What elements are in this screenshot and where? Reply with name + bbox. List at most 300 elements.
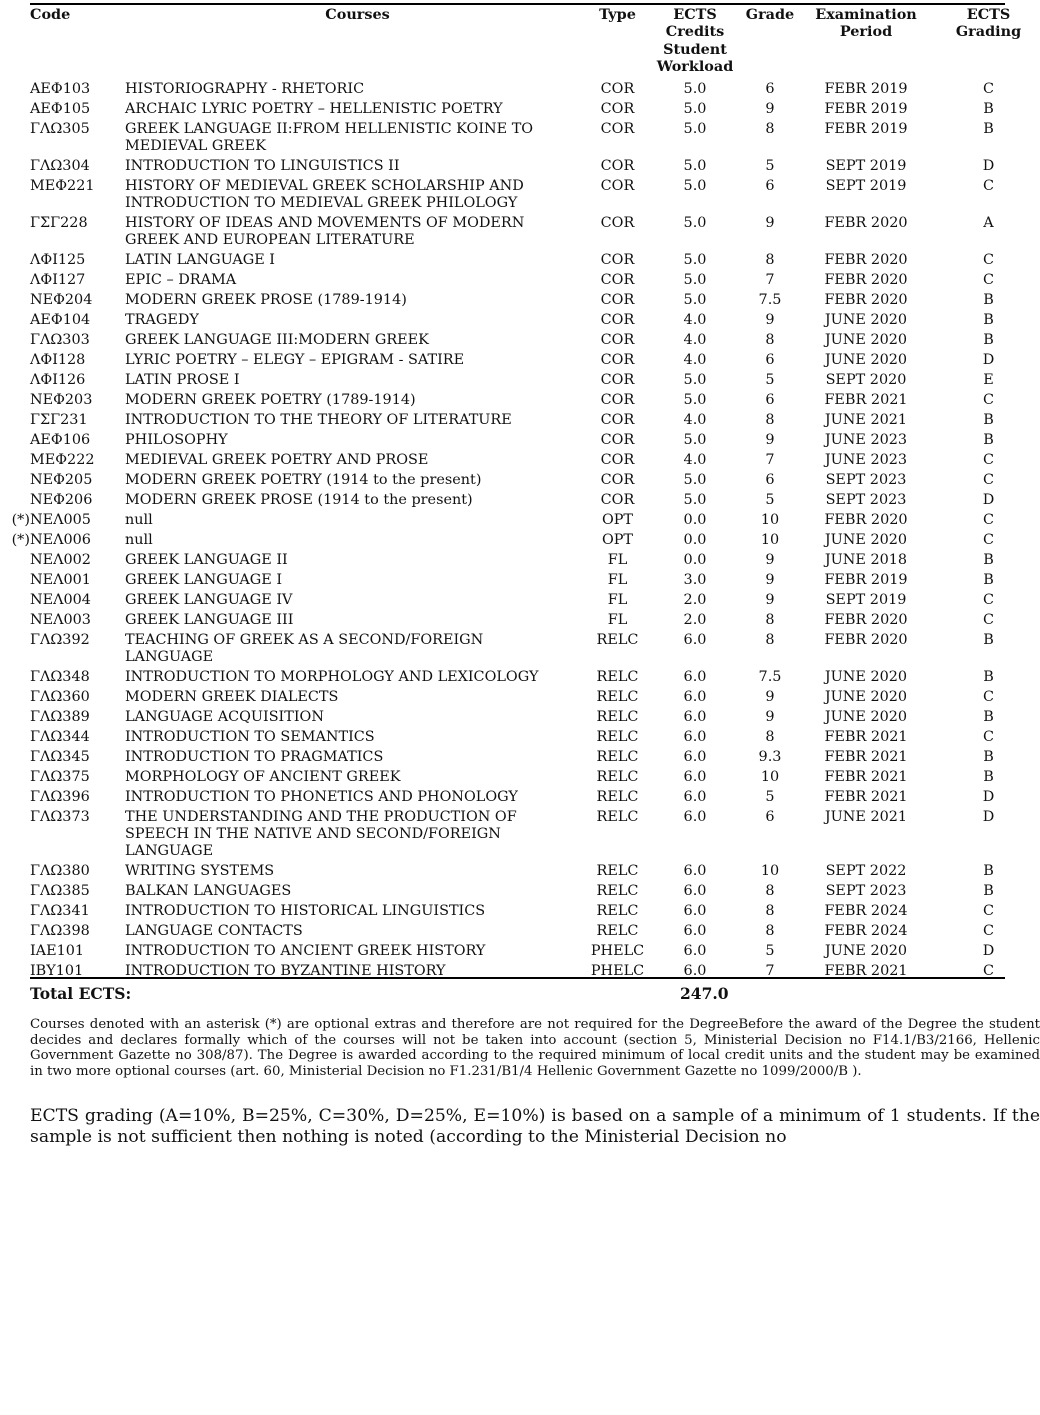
course-ects: 0.0 bbox=[683, 512, 707, 528]
course-code-cell bbox=[0, 291, 125, 311]
course-type: RELC bbox=[596, 789, 639, 805]
table-row bbox=[0, 371, 1040, 391]
course-code-cell bbox=[0, 611, 125, 631]
table-row bbox=[0, 728, 1040, 748]
course-exam-period: JUNE 2020 bbox=[824, 669, 908, 685]
course-exam-period: SEPT 2019 bbox=[825, 178, 907, 194]
table-row bbox=[0, 611, 1040, 631]
table-row bbox=[0, 311, 1040, 331]
course-exam-period: FEBR 2020 bbox=[824, 512, 908, 528]
course-ects: 6.0 bbox=[683, 943, 707, 959]
courses-table bbox=[0, 6, 1040, 982]
course-type: COR bbox=[600, 292, 635, 308]
course-ects: 5.0 bbox=[683, 272, 707, 288]
course-ects: 5.0 bbox=[683, 178, 707, 194]
course-type: RELC bbox=[596, 903, 639, 919]
course-code: ΓΛΩ360 bbox=[30, 689, 90, 705]
course-code-cell bbox=[0, 511, 125, 531]
table-row bbox=[0, 962, 1040, 982]
course-grade: 8 bbox=[765, 252, 775, 268]
course-grade: 9 bbox=[765, 312, 775, 328]
course-code: ΓΣΓ228 bbox=[30, 215, 88, 231]
course-code-cell bbox=[0, 371, 125, 391]
course-type: COR bbox=[600, 81, 635, 97]
course-title: GREEK LANGUAGE I bbox=[125, 572, 283, 588]
course-title: ARCHAIC LYRIC POETRY – HELLENISTIC POETRY bbox=[125, 101, 503, 117]
course-exam-period: SEPT 2023 bbox=[825, 492, 907, 508]
optional-asterisk-mark: (*) bbox=[11, 532, 30, 548]
course-grade: 9 bbox=[765, 432, 775, 448]
course-type: COR bbox=[600, 472, 635, 488]
course-code: ΓΣΓ231 bbox=[30, 412, 88, 428]
course-title: MORPHOLOGY OF ANCIENT GREEK bbox=[125, 769, 401, 785]
course-code-cell bbox=[0, 922, 125, 942]
course-code-cell bbox=[0, 451, 125, 471]
course-ects: 5.0 bbox=[683, 121, 707, 137]
total-ects-label: Total ECTS: bbox=[30, 984, 132, 1003]
course-ects-grade: B bbox=[983, 709, 994, 725]
course-exam-period: FEBR 2019 bbox=[824, 572, 908, 588]
course-ects: 4.0 bbox=[683, 332, 707, 348]
course-type: PHELC bbox=[590, 963, 645, 979]
course-grade: 10 bbox=[760, 769, 780, 785]
course-code-cell bbox=[0, 331, 125, 351]
course-code-cell bbox=[0, 411, 125, 431]
course-exam-period: FEBR 2019 bbox=[824, 81, 908, 97]
course-exam-period: JUNE 2020 bbox=[824, 352, 908, 368]
course-type: COR bbox=[600, 332, 635, 348]
course-grade: 9 bbox=[765, 101, 775, 117]
table-row bbox=[0, 291, 1040, 311]
course-grade: 7 bbox=[765, 963, 775, 979]
course-grade: 7 bbox=[765, 272, 775, 288]
course-ects: 5.0 bbox=[683, 432, 707, 448]
table-header-row bbox=[0, 6, 1040, 80]
course-grade: 8 bbox=[765, 121, 775, 137]
course-code-cell bbox=[0, 808, 125, 862]
course-ects: 6.0 bbox=[683, 809, 707, 825]
course-title: LATIN LANGUAGE I bbox=[125, 252, 275, 268]
course-code-cell bbox=[0, 251, 125, 271]
course-grade: 9 bbox=[765, 215, 775, 231]
table-row bbox=[0, 862, 1040, 882]
header-ects-grading: ECTS Grading bbox=[955, 6, 1022, 41]
course-grade: 8 bbox=[765, 412, 775, 428]
course-code-cell bbox=[0, 668, 125, 688]
course-ects: 4.0 bbox=[683, 312, 707, 328]
course-title: HISTORY OF IDEAS AND MOVEMENTS OF MODERN GREEK AND EUROPEAN LITERATURE bbox=[125, 215, 525, 248]
course-type: PHELC bbox=[590, 943, 645, 959]
course-ects-grade: B bbox=[983, 749, 994, 765]
course-grade: 5 bbox=[765, 158, 775, 174]
course-rows bbox=[0, 80, 1040, 982]
course-code-cell bbox=[0, 882, 125, 902]
course-exam-period: FEBR 2024 bbox=[824, 903, 908, 919]
course-grade: 9 bbox=[765, 709, 775, 725]
course-ects: 5.0 bbox=[683, 372, 707, 388]
course-ects: 6.0 bbox=[683, 903, 707, 919]
course-exam-period: SEPT 2023 bbox=[825, 883, 907, 899]
course-exam-period: SEPT 2023 bbox=[825, 472, 907, 488]
course-ects: 6.0 bbox=[683, 749, 707, 765]
course-ects-grade: C bbox=[982, 512, 994, 528]
header-grade: Grade bbox=[745, 6, 795, 23]
course-code-cell bbox=[0, 531, 125, 551]
course-exam-period: SEPT 2022 bbox=[825, 863, 907, 879]
course-ects: 6.0 bbox=[683, 769, 707, 785]
course-exam-period: FEBR 2021 bbox=[824, 963, 908, 979]
course-title: BALKAN LANGUAGES bbox=[125, 883, 292, 899]
course-code: ΜΕΦ222 bbox=[30, 452, 95, 468]
course-exam-period: FEBR 2020 bbox=[824, 215, 908, 231]
course-code-cell bbox=[0, 157, 125, 177]
table-row bbox=[0, 748, 1040, 768]
course-ects: 5.0 bbox=[683, 472, 707, 488]
course-ects: 0.0 bbox=[683, 552, 707, 568]
course-code: ΛΦΙ127 bbox=[30, 272, 86, 288]
course-title: null bbox=[125, 532, 153, 548]
course-ects: 6.0 bbox=[683, 689, 707, 705]
table-row bbox=[0, 391, 1040, 411]
course-code: ΓΛΩ344 bbox=[30, 729, 90, 745]
course-grade: 8 bbox=[765, 612, 775, 628]
course-ects: 4.0 bbox=[683, 452, 707, 468]
course-type: COR bbox=[600, 372, 635, 388]
course-title: GREEK LANGUAGE IV bbox=[125, 592, 293, 608]
course-type: RELC bbox=[596, 689, 639, 705]
course-type: COR bbox=[600, 412, 635, 428]
course-ects-grade: C bbox=[982, 272, 994, 288]
table-row bbox=[0, 531, 1040, 551]
course-grade: 6 bbox=[765, 352, 775, 368]
course-ects-grade: B bbox=[983, 412, 994, 428]
course-title: LANGUAGE CONTACTS bbox=[125, 923, 303, 939]
course-ects-grade: C bbox=[982, 452, 994, 468]
course-ects: 5.0 bbox=[683, 81, 707, 97]
course-ects-grade: C bbox=[982, 252, 994, 268]
course-exam-period: JUNE 2023 bbox=[824, 432, 908, 448]
course-type: RELC bbox=[596, 632, 639, 648]
course-code-cell bbox=[0, 120, 125, 157]
table-row bbox=[0, 491, 1040, 511]
course-code: ΑΕΦ104 bbox=[30, 312, 91, 328]
course-code: ΓΛΩ380 bbox=[30, 863, 90, 879]
course-title: LATIN PROSE I bbox=[125, 372, 240, 388]
course-type: COR bbox=[600, 392, 635, 408]
course-ects: 5.0 bbox=[683, 292, 707, 308]
course-type: RELC bbox=[596, 749, 639, 765]
course-code: ΑΕΦ106 bbox=[30, 432, 91, 448]
course-grade: 9 bbox=[765, 592, 775, 608]
course-grade: 10 bbox=[760, 512, 780, 528]
course-ects: 6.0 bbox=[683, 963, 707, 979]
course-ects-grade: A bbox=[983, 215, 994, 231]
course-code-cell bbox=[0, 571, 125, 591]
course-ects: 6.0 bbox=[683, 729, 707, 745]
course-ects-grade: C bbox=[982, 392, 994, 408]
course-grade: 5 bbox=[765, 943, 775, 959]
course-exam-period: SEPT 2019 bbox=[825, 158, 907, 174]
course-title: LYRIC POETRY – ELEGY – EPIGRAM - SATIRE bbox=[125, 352, 465, 368]
course-title: LANGUAGE ACQUISITION bbox=[125, 709, 324, 725]
course-grade: 8 bbox=[765, 332, 775, 348]
course-code-cell bbox=[0, 688, 125, 708]
course-exam-period: FEBR 2020 bbox=[824, 612, 908, 628]
course-grade: 6 bbox=[765, 472, 775, 488]
course-code: ΝΕΦ206 bbox=[30, 492, 93, 508]
total-ects-row bbox=[30, 984, 1005, 1006]
course-exam-period: JUNE 2018 bbox=[824, 552, 908, 568]
table-row bbox=[0, 591, 1040, 611]
course-type: FL bbox=[607, 552, 628, 568]
course-code-cell bbox=[0, 768, 125, 788]
course-grade: 9 bbox=[765, 689, 775, 705]
table-row bbox=[0, 120, 1040, 157]
total-ects-value: 247.0 bbox=[680, 984, 729, 1003]
course-code: ΛΦΙ125 bbox=[30, 252, 86, 268]
course-type: COR bbox=[600, 215, 635, 231]
course-exam-period: FEBR 2020 bbox=[824, 292, 908, 308]
course-code: ΝΕΛ003 bbox=[30, 612, 91, 628]
course-grade: 8 bbox=[765, 632, 775, 648]
course-grade: 5 bbox=[765, 492, 775, 508]
course-grade: 10 bbox=[760, 863, 780, 879]
course-type: RELC bbox=[596, 923, 639, 939]
course-code-cell bbox=[0, 271, 125, 291]
course-ects: 6.0 bbox=[683, 789, 707, 805]
table-row bbox=[0, 411, 1040, 431]
course-ects: 2.0 bbox=[683, 592, 707, 608]
course-grade: 7.5 bbox=[758, 292, 782, 308]
course-code: ΓΛΩ303 bbox=[30, 332, 90, 348]
course-code: ΝΕΦ205 bbox=[30, 472, 93, 488]
course-code: ΝΕΛ006 bbox=[30, 532, 91, 548]
course-code-cell bbox=[0, 748, 125, 768]
header-ects-credits: ECTS Credits Student Workload bbox=[656, 6, 734, 76]
course-code: ΓΛΩ348 bbox=[30, 669, 90, 685]
course-code: ΝΕΛ004 bbox=[30, 592, 91, 608]
course-grade: 6 bbox=[765, 178, 775, 194]
course-type: COR bbox=[600, 158, 635, 174]
course-type: OPT bbox=[601, 512, 634, 528]
course-code: ΛΦΙ128 bbox=[30, 352, 86, 368]
course-grade: 9.3 bbox=[758, 749, 782, 765]
course-title: MODERN GREEK POETRY (1914 to the present) bbox=[125, 472, 482, 488]
course-exam-period: FEBR 2020 bbox=[824, 632, 908, 648]
course-ects-grade: D bbox=[982, 789, 995, 805]
course-type: COR bbox=[600, 252, 635, 268]
course-code: ΓΛΩ389 bbox=[30, 709, 90, 725]
course-code-cell bbox=[0, 962, 125, 982]
course-exam-period: SEPT 2019 bbox=[825, 592, 907, 608]
course-grade: 7.5 bbox=[758, 669, 782, 685]
course-ects-grade: D bbox=[982, 352, 995, 368]
course-title: INTRODUCTION TO SEMANTICS bbox=[125, 729, 375, 745]
course-code: ΓΛΩ392 bbox=[30, 632, 90, 648]
course-code-cell bbox=[0, 631, 125, 668]
course-code-cell bbox=[0, 471, 125, 491]
course-grade: 8 bbox=[765, 883, 775, 899]
course-exam-period: FEBR 2019 bbox=[824, 121, 908, 137]
course-type: RELC bbox=[596, 883, 639, 899]
course-grade: 8 bbox=[765, 729, 775, 745]
table-row bbox=[0, 331, 1040, 351]
course-title: GREEK LANGUAGE III:MODERN GREEK bbox=[125, 332, 429, 348]
course-exam-period: SEPT 2020 bbox=[825, 372, 907, 388]
course-code: ΜΕΦ221 bbox=[30, 178, 95, 194]
course-code-cell bbox=[0, 788, 125, 808]
course-ects-grade: E bbox=[983, 372, 994, 388]
table-row bbox=[0, 902, 1040, 922]
course-code: ΓΛΩ345 bbox=[30, 749, 90, 765]
course-type: COR bbox=[600, 272, 635, 288]
course-exam-period: FEBR 2021 bbox=[824, 769, 908, 785]
course-title: INTRODUCTION TO LINGUISTICS II bbox=[125, 158, 400, 174]
course-title: GREEK LANGUAGE II:FROM HELLENISTIC KOINE TO MEDIEVAL GREEK bbox=[125, 121, 534, 154]
course-exam-period: JUNE 2020 bbox=[824, 332, 908, 348]
course-ects-grade: B bbox=[983, 312, 994, 328]
course-ects: 6.0 bbox=[683, 669, 707, 685]
course-ects-grade: B bbox=[983, 632, 994, 648]
course-grade: 5 bbox=[765, 372, 775, 388]
course-title: HISTORY OF MEDIEVAL GREEK SCHOLARSHIP AND INTRODUCTION TO MEDIEVAL GREEK PHILOLOGY bbox=[125, 178, 524, 211]
course-exam-period: JUNE 2021 bbox=[824, 809, 908, 825]
course-title: TEACHING OF GREEK AS A SECOND/FOREIGN LANGUAGE bbox=[125, 632, 484, 665]
course-code: ΓΛΩ385 bbox=[30, 883, 90, 899]
course-exam-period: FEBR 2020 bbox=[824, 272, 908, 288]
course-ects: 5.0 bbox=[683, 252, 707, 268]
course-exam-period: JUNE 2020 bbox=[824, 532, 908, 548]
course-grade: 8 bbox=[765, 903, 775, 919]
course-exam-period: FEBR 2024 bbox=[824, 923, 908, 939]
course-code-cell bbox=[0, 80, 125, 100]
course-ects: 5.0 bbox=[683, 392, 707, 408]
course-grade: 9 bbox=[765, 552, 775, 568]
course-code: ΙΒΥ101 bbox=[30, 963, 84, 979]
course-grade: 6 bbox=[765, 809, 775, 825]
course-exam-period: JUNE 2023 bbox=[824, 452, 908, 468]
header-code: Code bbox=[30, 6, 71, 23]
course-exam-period: JUNE 2020 bbox=[824, 943, 908, 959]
course-exam-period: JUNE 2020 bbox=[824, 312, 908, 328]
course-ects-grade: B bbox=[983, 332, 994, 348]
course-code: ΝΕΛ005 bbox=[30, 512, 91, 528]
ects-grading-note: ECTS grading (A=10%, B=25%, C=30%, D=25%, E=10%) is based on a sample of a minimum of 1 students. If the sample is not sufficient then nothing is noted (according to the Ministerial Decision no bbox=[30, 1106, 1040, 1147]
course-exam-period: JUNE 2020 bbox=[824, 689, 908, 705]
header-type: Type bbox=[599, 6, 636, 23]
course-code-cell bbox=[0, 491, 125, 511]
course-title: INTRODUCTION TO HISTORICAL LINGUISTICS bbox=[125, 903, 486, 919]
course-code: ΛΦΙ126 bbox=[30, 372, 86, 388]
course-code-cell bbox=[0, 311, 125, 331]
course-type: RELC bbox=[596, 729, 639, 745]
course-ects-grade: B bbox=[983, 863, 994, 879]
table-row bbox=[0, 922, 1040, 942]
course-title: GREEK LANGUAGE II bbox=[125, 552, 288, 568]
course-title: THE UNDERSTANDING AND THE PRODUCTION OF SPEECH IN THE NATIVE AND SECOND/FOREIGN LANGUAGE bbox=[125, 809, 517, 859]
course-code: ΑΕΦ105 bbox=[30, 101, 91, 117]
course-ects-grade: B bbox=[983, 101, 994, 117]
course-ects-grade: C bbox=[982, 472, 994, 488]
table-row bbox=[0, 80, 1040, 100]
course-exam-period: FEBR 2021 bbox=[824, 729, 908, 745]
course-code: ΓΛΩ396 bbox=[30, 789, 90, 805]
course-code: ΝΕΛ002 bbox=[30, 552, 91, 568]
table-row bbox=[0, 708, 1040, 728]
header-exam-period: Examination Period bbox=[815, 6, 917, 41]
table-row bbox=[0, 271, 1040, 291]
course-exam-period: JUNE 2020 bbox=[824, 709, 908, 725]
course-code: ΝΕΛ001 bbox=[30, 572, 91, 588]
course-exam-period: FEBR 2021 bbox=[824, 789, 908, 805]
course-ects-grade: C bbox=[982, 963, 994, 979]
optional-asterisk-mark: (*) bbox=[11, 512, 30, 528]
course-ects: 5.0 bbox=[683, 215, 707, 231]
course-code: ΝΕΦ204 bbox=[30, 292, 93, 308]
course-ects: 6.0 bbox=[683, 923, 707, 939]
course-title: WRITING SYSTEMS bbox=[125, 863, 275, 879]
course-title: MODERN GREEK DIALECTS bbox=[125, 689, 339, 705]
table-row bbox=[0, 768, 1040, 788]
course-ects-grade: D bbox=[982, 492, 995, 508]
table-row bbox=[0, 942, 1040, 962]
course-code-cell bbox=[0, 391, 125, 411]
table-row bbox=[0, 631, 1040, 668]
course-ects-grade: C bbox=[982, 729, 994, 745]
course-ects: 5.0 bbox=[683, 492, 707, 508]
course-type: FL bbox=[607, 612, 628, 628]
table-row bbox=[0, 431, 1040, 451]
course-title: MEDIEVAL GREEK POETRY AND PROSE bbox=[125, 452, 429, 468]
table-row bbox=[0, 668, 1040, 688]
course-code-cell bbox=[0, 591, 125, 611]
course-grade: 8 bbox=[765, 923, 775, 939]
course-code: ΓΛΩ305 bbox=[30, 121, 90, 137]
course-title: INTRODUCTION TO MORPHOLOGY AND LEXICOLOGY bbox=[125, 669, 539, 685]
table-bottom-rule bbox=[30, 977, 1005, 979]
course-exam-period: FEBR 2019 bbox=[824, 101, 908, 117]
course-ects-grade: B bbox=[983, 121, 994, 137]
header-courses: Courses bbox=[325, 6, 390, 23]
course-code: ΓΛΩ341 bbox=[30, 903, 90, 919]
table-row bbox=[0, 471, 1040, 491]
course-title: INTRODUCTION TO BYZANTINE HISTORY bbox=[125, 963, 446, 979]
table-row bbox=[0, 351, 1040, 371]
course-ects: 6.0 bbox=[683, 632, 707, 648]
course-code: ΓΛΩ304 bbox=[30, 158, 90, 174]
course-title: MODERN GREEK PROSE (1914 to the present) bbox=[125, 492, 473, 508]
optional-courses-note: Courses denoted with an asterisk (*) are optional extras and therefore are not required for the DegreeBefore the award of the Degree the student decides and declares formally which of the courses will not be taken into account (section 5, Ministerial Decision no F14.1/B3/2166, Hellenic Government Gazette no 308/87). The Degree is awarded according to the required minimum of local credit units and the student may be examined in two more optional courses (art. 60, Ministerial Decision no F1.231/B1/4 Hellenic Government Gazette no 1099/2000/B ). bbox=[30, 1017, 1040, 1079]
course-ects-grade: C bbox=[982, 532, 994, 548]
course-exam-period: FEBR 2021 bbox=[824, 749, 908, 765]
course-ects: 0.0 bbox=[683, 532, 707, 548]
course-ects: 2.0 bbox=[683, 612, 707, 628]
course-type: FL bbox=[607, 592, 628, 608]
table-row bbox=[0, 571, 1040, 591]
course-title: PHILOSOPHY bbox=[125, 432, 228, 448]
course-ects-grade: B bbox=[983, 769, 994, 785]
table-row bbox=[0, 788, 1040, 808]
course-type: COR bbox=[600, 312, 635, 328]
course-title: HISTORIOGRAPHY - RHETORIC bbox=[125, 81, 365, 97]
course-code-cell bbox=[0, 902, 125, 922]
course-grade: 9 bbox=[765, 572, 775, 588]
course-code: ΓΛΩ373 bbox=[30, 809, 90, 825]
course-code: ΓΛΩ398 bbox=[30, 923, 90, 939]
course-ects-grade: C bbox=[982, 81, 994, 97]
course-type: COR bbox=[600, 432, 635, 448]
course-type: COR bbox=[600, 352, 635, 368]
